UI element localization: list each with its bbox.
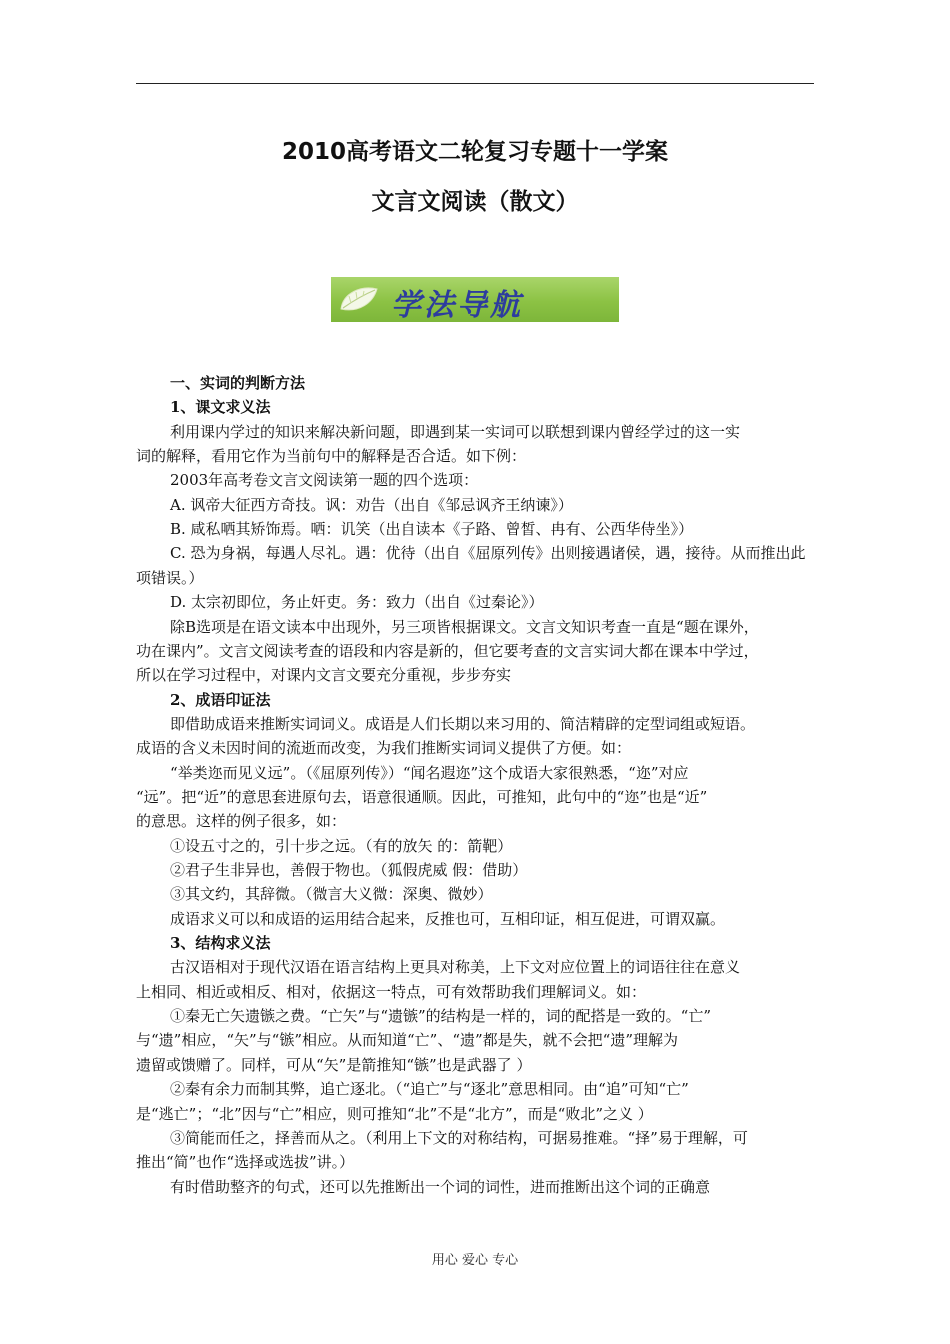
- body-line: C. 恐为身祸，每遇人尽礼。遇：优待（出自《屈原列传》出则接遇诸侯，遇，接待。从而推出此: [170, 544, 806, 563]
- body-line: 项错误。）: [136, 568, 204, 587]
- body-line: 所以在学习过程中，对课内文言文要充分重视，步步夯实: [136, 666, 512, 685]
- body-line: 古汉语相对于现代汉语在语言结构上更具对称美，上下文对应位置上的词语往往在意义: [170, 958, 741, 977]
- body-line: ①秦无亡矢遗镞之费。“亡矢”与“遗镞”的结构是一样的，词的配搭是一致的。“亡”: [170, 1007, 712, 1026]
- body-line: 成语求义可以和成语的运用结合起来，反推也可，互相印证，相互促进，可谓双赢。: [170, 909, 726, 928]
- body-line: 功在课内”。文言文阅读考查的语段和内容是新的，但它要考查的文言实词大都在课本中学过，: [136, 641, 759, 660]
- body-line: 遗留或馈赠了。同样，可从“矢”是箭推知“镞”也是武器了 ）: [136, 1055, 532, 1074]
- study-method-banner: [331, 277, 619, 322]
- section-heading: 一、实词的判断方法: [170, 374, 306, 392]
- body-line: 除B选项是在语文读本中出现外，另三项皆根据课文。文言文知识考查一直是“题在课外，: [170, 617, 759, 636]
- body-line: ②秦有余力而制其弊，追亡逐北。（“追亡”与“逐北”意思相同。由“追”可知“亡”: [170, 1080, 689, 1099]
- body-line: 词的解释，看用它作为当前句中的解释是否合适。如下例：: [136, 447, 527, 466]
- section-heading: 2、成语印证法: [170, 690, 271, 709]
- section-heading: 1、课文求义法: [170, 398, 271, 417]
- body-line: 的意思。这样的例子很多，如：: [136, 812, 347, 831]
- header-rule: [136, 83, 814, 84]
- body-line: 利用课内学过的知识来解决新问题，即遇到某一实词可以联想到课内曾经学过的这一实: [170, 422, 741, 441]
- body-line: 是“逃亡”；“北”因与“亡”相应，则可推知“北”不是“北方”，而是“败北”之义 ）: [136, 1104, 653, 1123]
- body-line: 与“遗”相应，“矢”与“镞”相应。从而知道“亡”、“遗”都是失，就不会把“遗”理解为: [136, 1031, 679, 1050]
- document-subtitle: 文言文阅读（散文）: [371, 189, 579, 215]
- body-line: 上相同、相近或相反、相对，依据这一特点，可有效帮助我们理解词义。如：: [136, 982, 647, 1001]
- body-line: ②君子生非异也，善假于物也。（狐假虎威 假：借助）: [170, 861, 528, 879]
- body-line: “远”。把“近”的意思套进原句去，语意很通顺。因此，可推知，此句中的“迩”也是“近”: [136, 787, 708, 806]
- banner-title: 学法导航: [391, 288, 523, 323]
- body-line: 有时借助整齐的句式，还可以先推断出一个词的词性，进而推断出这个词的正确意: [170, 1177, 711, 1196]
- section-heading: 3、结构求义法: [170, 934, 271, 953]
- body-line: B. 咸私哂其矫饰焉。哂：讥笑（出自读本《子路、曾皙、冉有、公西华侍坐》）: [170, 520, 694, 539]
- body-line: D. 太宗初即位，务止奸吏。务：致力（出自《过秦论》）: [170, 593, 544, 612]
- body-line: ①设五寸之的，引十步之远。（有的放矢 的：箭靶）: [170, 836, 513, 855]
- leaf-icon: [337, 283, 381, 315]
- document-title: 2010高考语文二轮复习专题十一学案: [281, 139, 668, 165]
- body-line: 推出“简”也作“选择或选拔”讲。）: [136, 1153, 355, 1172]
- body-line: ③简能而任之，择善而从之。（利用上下文的对称结构，可据易推难。“择”易于理解，可: [170, 1128, 748, 1147]
- page-footer: 用心 爱心 专心: [431, 1253, 519, 1268]
- body-line: 即借助成语来推断实词词义。成语是人们长期以来习用的、简洁精辟的定型词组或短语。: [170, 714, 756, 733]
- body-line: 2003年高考卷文言文阅读第一题的四个选项：: [170, 471, 479, 490]
- body-line: 成语的含义未因时间的流逝而改变，为我们推断实词词义提供了方便。如：: [136, 739, 632, 758]
- body-line: A. 讽帝大征西方奇技。讽：劝告（出自《邹忌讽齐王纳谏》）: [170, 495, 573, 514]
- body-line: “举类迩而见义远”。（《屈原列传》）“闻名遐迩”这个成语大家很熟悉，“迩”对应: [170, 763, 689, 782]
- body-line: ③其文约，其辞微。（微言大义微：深奥、微妙）: [170, 885, 493, 904]
